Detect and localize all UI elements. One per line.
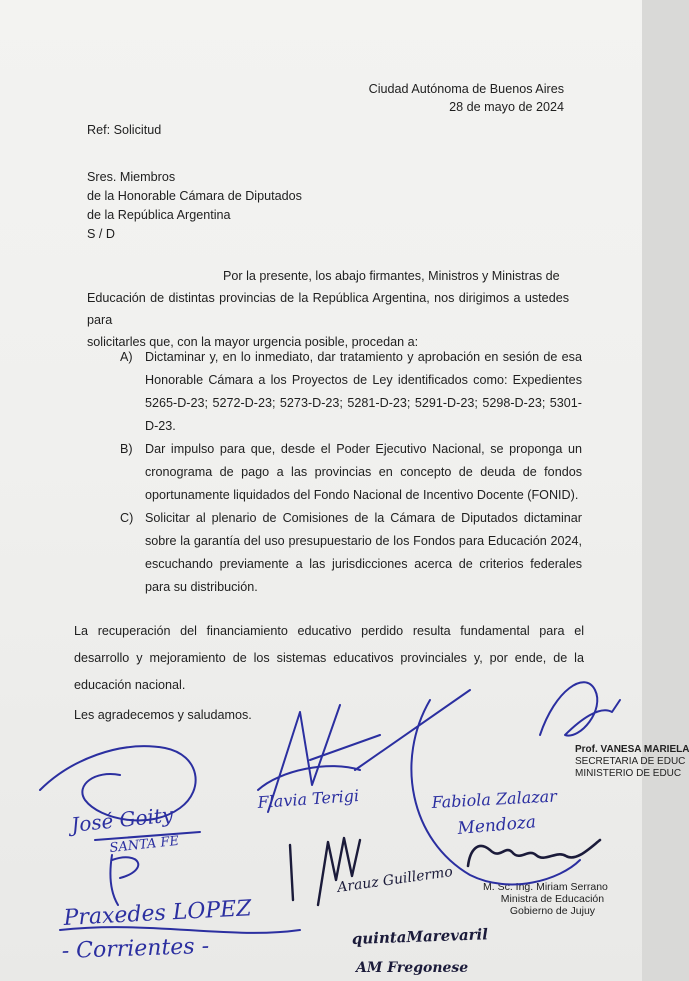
signature-terigi [258, 705, 380, 812]
signature-diagonal [355, 690, 470, 770]
date-block [369, 80, 564, 116]
handwritten-lopez: Praxedes LOPEZ [63, 896, 253, 931]
signature-serrano [468, 840, 600, 866]
handwritten-arauz: Arauz Guillermo [336, 863, 454, 896]
item-marker: A) [120, 350, 133, 364]
ref-line: Ref: Solicitud [87, 123, 162, 137]
intro-line: solicitarles que, con la mayor urgencia posible, procedan a: [87, 335, 419, 349]
recipient-line: S / D [87, 227, 115, 241]
item-text: Dar impulso para que, desde el Poder Ejecutivo Nacional, se proponga un cronograma de pago a las provincias en concepto de deuda de fondos oportunamente liquidados del Fondo Nacional de Incentivo Docente (FONID). [145, 442, 582, 502]
handwritten-bottom-signature: quintaMarevaril [351, 925, 489, 948]
stamp-jujuy [483, 881, 608, 917]
handwritten-mendoza: Mendoza [456, 812, 537, 839]
stamp-line: Prof. VANESA MARIELA [575, 744, 689, 755]
stamp-line: Gobierno de Jujuy [509, 905, 596, 917]
handwritten-zalazar: Fabiola Zalazar [431, 786, 558, 812]
item-marker: B) [120, 442, 133, 456]
recipient-line: de la Honorable Cámara de Diputados [87, 189, 302, 203]
date-line: 28 de mayo de 2024 [449, 100, 564, 114]
signature-mark-p [110, 855, 138, 905]
stamp-line: M. Sc. Ing. Miriam Serrano [483, 881, 608, 893]
handwritten-fregonese: AM Fregonese [356, 960, 469, 976]
request-item-b [120, 438, 582, 507]
handwritten-terigi: Flavia Terigi [256, 785, 360, 812]
item-text: Dictaminar y, en lo inmediato, dar tratamiento y aprobación en sesión de esa Honorable Cámara a los Proyectos de Ley identificados como: Expedientes 5265-D-23; 5272-D-23; 5273-D-23; 5281-D-23; 5291-D-23; 5298-D-23; 5301-D-23. [145, 350, 582, 433]
place-line: Ciudad Autónoma de Buenos Aires [368, 82, 564, 96]
signature-corrientes-line [60, 927, 300, 933]
recipient-line: de la República Argentina [87, 208, 231, 222]
closing-paragraph: La recuperación del financiamiento educativo perdido resulta fundamental para el desarrollo y mejoramiento de los sistemas educativos provinciales y, por ende, de la educación nacional. [74, 624, 584, 692]
handwritten-santa-fe: SANTA FE [108, 833, 180, 856]
item-text: Solicitar al plenario de Comisiones de la Cámara de Diputados dictaminar sobre la garantía del uso presupuestario de los Fondos para Educación 2024, escuchando previamente a las jurisdicciones acerca de criterios federales para su distribución. [145, 511, 582, 594]
handwritten-corrientes: - Corrientes - [61, 933, 210, 964]
santa-fe-underline [95, 832, 200, 840]
stamp-line: SECRETARIA DE EDUC [575, 756, 686, 767]
signature-serrano-curve [411, 700, 580, 884]
handwritten-goity: José Goity [70, 802, 175, 837]
request-item-a [120, 346, 582, 438]
intro-paragraph [87, 265, 569, 353]
intro-line: Por la presente, los abajo firmantes, Ministros y Ministras de [223, 269, 560, 283]
item-marker: C) [120, 511, 134, 525]
stamp-secretaria [575, 744, 689, 780]
request-list [120, 346, 582, 599]
recipient-block [87, 168, 302, 244]
recipient-line: Sres. Miembros [87, 170, 176, 184]
intro-line: Educación de distintas provincias de la República Argentina, nos dirigimos a ustedes para [87, 291, 569, 327]
stamp-line: Ministra de Educación [500, 893, 605, 905]
stamp-line: MINISTERIO DE EDUC [575, 768, 682, 779]
signature-arauz [290, 838, 360, 905]
request-item-c [120, 507, 582, 599]
thanks-line: Les agradecemos y saludamos. [74, 708, 252, 722]
signature-goity-loop [40, 746, 196, 820]
